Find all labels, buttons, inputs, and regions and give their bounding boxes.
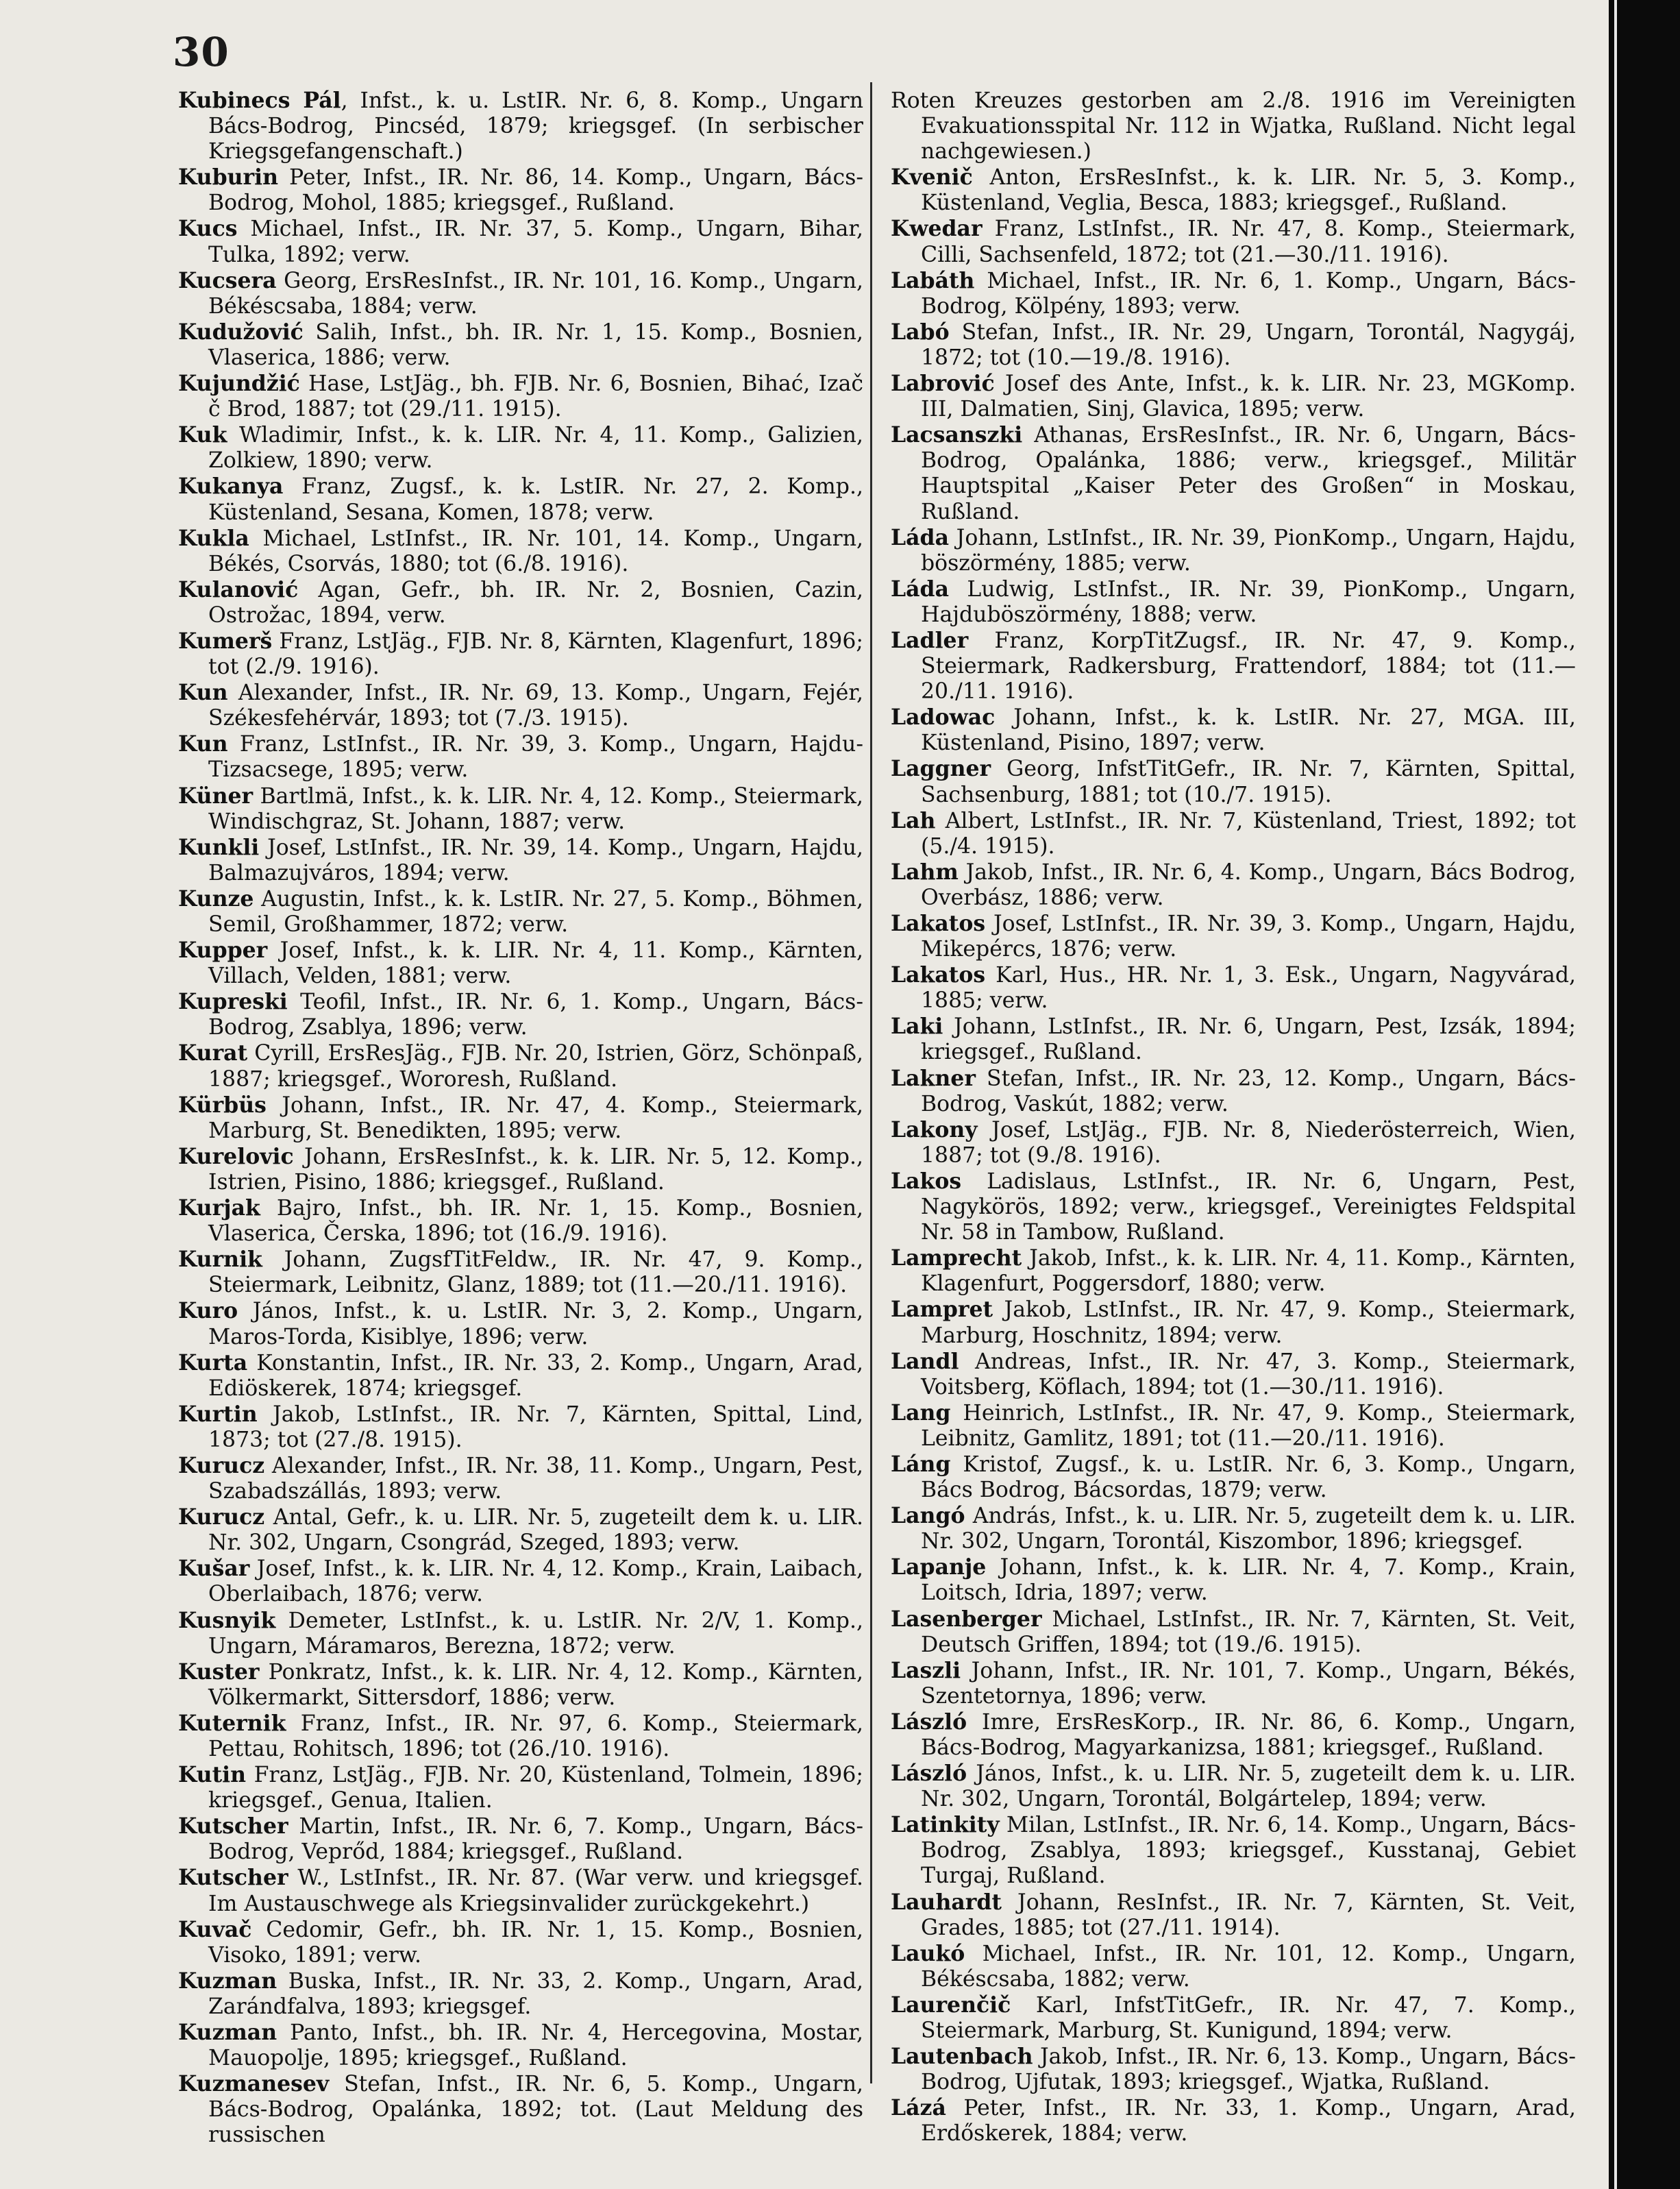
- register-entry: [891, 1554, 1576, 1606]
- entry-surname: Kurnik: [178, 1247, 262, 1273]
- entry-surname: Kvenič: [891, 164, 973, 191]
- entry-surname: Laki: [891, 1014, 943, 1040]
- entry-details: Franz, KorpTitZugsf., IR. Nr. 47, 9. Komp., Steiermark, Radkersburg, Frattendorf, 1884; tot (11.—20./11. 1916).: [921, 628, 1576, 705]
- register-entry: [891, 1066, 1576, 1117]
- entry-details: Wladimir, Infst., k. k. LIR. Nr. 4, 11. Komp., Galizien, Zolkiew, 1890; verw.: [208, 423, 863, 474]
- register-entry: [178, 88, 863, 164]
- register-entry: [178, 2071, 863, 2148]
- entry-details: Cyrill, ErsResJäg., FJB. Nr. 20, Istrien, Görz, Schönpaß, 1887; kriegsgef., Wororesh, Rußland.: [208, 1041, 863, 1092]
- entry-surname: Langó: [891, 1503, 965, 1529]
- register-entry: [891, 859, 1576, 911]
- entry-details: Josef, LstJäg., FJB. Nr. 8, Niederösterreich, Wien, 1887; tot (9./8. 1916).: [921, 1117, 1576, 1168]
- entry-surname: Kukla: [178, 525, 249, 551]
- register-entry: [178, 1402, 863, 1453]
- entry-details: Roten Kreuzes gestorben am 2./8. 1916 im Vereinigten Evakuationsspital Nr. 112 in Wjatka, Rußland. Nicht legal nachgewiesen.): [891, 88, 1576, 164]
- entry-details: Kristof, Zugsf., k. u. LstIR. Nr. 6, 3. Komp., Ungarn, Bács Bodrog, Bácsordas, 1879; verw.: [921, 1452, 1576, 1503]
- register-entry: [178, 1195, 863, 1247]
- entry-surname: Kucs: [178, 216, 238, 242]
- entry-surname: Labó: [891, 319, 950, 345]
- register-entry: [891, 88, 1576, 164]
- column-divider: [870, 82, 872, 2083]
- register-entry: [178, 1144, 863, 1195]
- entry-surname: Kulanović: [178, 576, 299, 602]
- register-entry: [891, 164, 1576, 216]
- entry-details: Georg, InfstTitGefr., IR. Nr. 7, Kärnten, Spittal, Sachsenburg, 1881; tot (10./7. 1915).: [921, 757, 1576, 807]
- entry-surname: Kun: [178, 731, 228, 757]
- entry-surname: Kutscher: [178, 1813, 288, 1839]
- register-entry: [178, 1092, 863, 1144]
- entry-surname: Kurucz: [178, 1504, 265, 1530]
- entry-surname: Lautenbach: [891, 2044, 1033, 2070]
- entry-details: Michael, LstInfst., IR. Nr. 101, 14. Komp., Ungarn, Békés, Csorvás, 1880; tot (6./8. 1916).: [208, 526, 863, 576]
- entry-surname: Lamprecht: [891, 1245, 1022, 1271]
- entry-surname: Kubinecs Pál: [178, 88, 341, 113]
- entry-surname: Kumerš: [178, 628, 273, 654]
- entry-surname: Lampret: [891, 1297, 993, 1323]
- entry-details: Johann, Infst., k. k. LIR. Nr. 4, 7. Komp., Krain, Loitsch, Idria, 1897; verw.: [921, 1555, 1576, 1606]
- page-number: 30: [173, 29, 230, 75]
- register-entry: [891, 422, 1576, 524]
- entry-details: Salih, Infst., bh. IR. Nr. 1, 15. Komp., Bosnien, Vlaserica, 1886; verw.: [208, 319, 863, 370]
- entry-details: Peter, Infst., IR. Nr. 86, 14. Komp., Ungarn, Bács-Bodrog, Mohol, 1885; kriegsgef., Rußland.: [208, 165, 863, 216]
- entry-details: Hase, LstJäg., bh. FJB. Nr. 6, Bosnien, Bihać, Izač č Brod, 1887; tot (29./11. 1915).: [208, 371, 863, 422]
- entry-surname: Latinkity: [891, 1812, 1000, 1838]
- entry-details: Franz, LstJäg., FJB. Nr. 8, Kärnten, Klagenfurt, 1896; tot (2./9. 1916).: [208, 628, 863, 680]
- entry-details: Stefan, Infst., IR. Nr. 6, 5. Komp., Ungarn, Bács-Bodrog, Opalánka, 1892; tot. (Laut Meldung des russischen: [208, 2072, 863, 2148]
- entry-surname: Landl: [891, 1348, 959, 1374]
- entry-details: Teofil, Infst., IR. Nr. 6, 1. Komp., Ungarn, Bács-Bodrog, Zsablya, 1896; verw.: [208, 990, 863, 1040]
- entry-details: Jakob, Infst., IR. Nr. 6, 13. Komp., Ungarn, Bács-Bodrog, Ujfutak, 1893; kriegsgef., Wjatka, Rußland.: [921, 2044, 1576, 2095]
- entry-surname: Lakatos: [891, 962, 986, 988]
- entry-details: Andreas, Infst., IR. Nr. 47, 3. Komp., Steiermark, Voitsberg, Köflach, 1894; tot (1.—30./11. 1916).: [921, 1349, 1576, 1399]
- entry-details: Josef, Infst., k. k. LIR. Nr. 4, 11. Komp., Kärnten, Villach, Velden, 1881; verw.: [208, 938, 863, 989]
- entry-surname: Kuvač: [178, 1916, 252, 1942]
- entry-surname: Kürbüs: [178, 1092, 267, 1118]
- register-entry: [891, 2044, 1576, 2095]
- entry-details: Demeter, LstInfst., k. u. LstIR. Nr. 2/V, 1. Komp., Ungarn, Máramaros, Berezna, 1872; verw.: [208, 1608, 863, 1659]
- register-entry: [891, 576, 1576, 628]
- entry-details: Michael, Infst., IR. Nr. 37, 5. Komp., Ungarn, Bihar, Tulka, 1892; verw.: [208, 217, 863, 267]
- entry-details: Antal, Gefr., k. u. LIR. Nr. 5, zugeteilt dem k. u. LIR. Nr. 302, Ungarn, Csongrád, Szeged, 1893; verw.: [208, 1505, 863, 1556]
- entry-surname: Kusnyik: [178, 1607, 276, 1633]
- entry-details: Alexander, Infst., IR. Nr. 38, 11. Komp., Ungarn, Pest, Szabadszállás, 1893; verw.: [208, 1453, 863, 1504]
- entry-surname: Láda: [891, 524, 949, 550]
- register-entry: [178, 1659, 863, 1711]
- entry-details: Johann, LstInfst., IR. Nr. 39, PionKomp., Ungarn, Hajdu, böszörmény, 1885; verw.: [921, 525, 1576, 576]
- entry-details: Martin, Infst., IR. Nr. 6, 7. Komp., Ungarn, Bács-Bodrog, Veprőd, 1884; kriegsgef., Rußland.: [208, 1814, 863, 1865]
- entry-surname: Lahm: [891, 859, 959, 885]
- entry-details: Michael, LstInfst., IR. Nr. 7, Kärnten, St. Veit, Deutsch Griffen, 1894; tot (19./6. 1915).: [921, 1606, 1576, 1657]
- entry-surname: Láda: [891, 576, 949, 602]
- entry-details: Franz, LstJäg., FJB. Nr. 20, Küstenland, Tolmein, 1896; kriegsgef., Genua, Italien.: [208, 1763, 863, 1813]
- register-entry: [178, 886, 863, 938]
- entry-details: Albert, LstInfst., IR. Nr. 7, Küstenland, Triest, 1892; tot (5./4. 1915).: [921, 808, 1576, 859]
- register-entry: [178, 680, 863, 731]
- register-entry: [178, 1040, 863, 1092]
- register-entry: [891, 1169, 1576, 1245]
- entry-surname: Kuk: [178, 422, 227, 448]
- register-entry: [891, 1761, 1576, 1812]
- register-entry: [891, 216, 1576, 267]
- register-entry: [178, 731, 863, 783]
- register-entry: [891, 1245, 1576, 1297]
- scan-edge-shadow: [1609, 0, 1680, 2189]
- entry-details: Alexander, Infst., IR. Nr. 69, 13. Komp., Ungarn, Fejér, Székesfehérvár, 1893; tot (7./3. 1915).: [208, 681, 863, 731]
- entry-surname: Lakony: [891, 1116, 978, 1142]
- entry-surname: Kuzman: [178, 2020, 277, 2046]
- entry-surname: Lang: [891, 1399, 951, 1426]
- entry-details: Jakob, Infst., IR. Nr. 6, 4. Komp., Ungarn, Bács Bodrog, Overbász, 1886; verw.: [921, 859, 1576, 910]
- entry-details: Stefan, Infst., IR. Nr. 29, Ungarn, Torontál, Nagygáj, 1872; tot (10.—19./8. 1916).: [921, 319, 1576, 370]
- entry-details: , Infst., k. u. LstIR. Nr. 6, 8. Komp., Ungarn Bács-Bodrog, Pincséd, 1879; kriegsgef. (In serbischer Kriegsgefangenschaft.): [208, 88, 863, 164]
- entry-surname: Láng: [891, 1451, 951, 1477]
- entry-surname: Kurjak: [178, 1195, 260, 1221]
- entry-details: Georg, ErsResInfst., IR. Nr. 101, 16. Komp., Ungarn, Békéscsaba, 1884; verw.: [208, 268, 863, 319]
- entry-surname: Kuzmanesev: [178, 2071, 330, 2097]
- entry-surname: Kujundžić: [178, 371, 300, 397]
- entry-details: Ponkratz, Infst., k. k. LIR. Nr. 4, 12. Komp., Kärnten, Völkermarkt, Sittersdorf, 1886; verw.: [208, 1659, 863, 1710]
- entry-surname: Laurenčič: [891, 1992, 1011, 2018]
- register-entry: [891, 319, 1576, 371]
- register-entry: [891, 705, 1576, 756]
- entry-details: Jakob, Infst., k. k. LIR. Nr. 4, 11. Komp., Kärnten, Klagenfurt, Poggersdorf, 1880; verw.: [921, 1246, 1576, 1297]
- entry-surname: Kurelovic: [178, 1143, 294, 1169]
- register-entry: [891, 1503, 1576, 1554]
- entry-details: Jakob, LstInfst., IR. Nr. 47, 9. Komp., Steiermark, Marburg, Hoschnitz, 1894; verw.: [921, 1297, 1576, 1348]
- register-entry: [178, 1298, 863, 1349]
- entry-details: Franz, LstInfst., IR. Nr. 39, 3. Komp., Ungarn, Hajdu-Tizsacsege, 1895; verw.: [208, 732, 863, 783]
- entry-surname: Lakatos: [891, 911, 986, 936]
- entry-details: Konstantin, Infst., IR. Nr. 33, 2. Komp., Ungarn, Arad, Ediöskerek, 1874; kriegsgef.: [208, 1350, 863, 1401]
- entry-surname: Lacsanszki: [891, 422, 1023, 448]
- entry-surname: Kuternik: [178, 1710, 286, 1736]
- register-entry: [178, 628, 863, 680]
- entry-surname: Ladowac: [891, 705, 996, 731]
- entry-details: Ladislaus, LstInfst., IR. Nr. 6, Ungarn, Pest, Nagykörös, 1892; verw., kriegsgef., Vereinigtes Feldspital Nr. 58 in Tambow, Rußland.: [921, 1169, 1576, 1245]
- entry-details: András, Infst., k. u. LIR. Nr. 5, zugeteilt dem k. u. LIR. Nr. 302, Ungarn, Torontál, Kiszombor, 1896; kriegsgef.: [921, 1504, 1576, 1554]
- register-entry: [891, 962, 1576, 1014]
- register-entry: [178, 1762, 863, 1813]
- register-entry: [891, 1014, 1576, 1065]
- register-entry: [178, 1865, 863, 1916]
- register-entry: [891, 1349, 1576, 1400]
- left-column: [178, 88, 863, 2149]
- entry-details: Josef des Ante, Infst., k. k. LIR. Nr. 23, MGKomp. III, Dalmatien, Sinj, Glavica, 1895; verw.: [921, 371, 1576, 422]
- entry-surname: Kurta: [178, 1349, 248, 1375]
- register-entry: [891, 371, 1576, 422]
- entry-surname: Labrović: [891, 371, 995, 397]
- entry-surname: Kunkli: [178, 834, 260, 860]
- entry-details: Jakob, LstInfst., IR. Nr. 7, Kärnten, Spittal, Lind, 1873; tot (27./8. 1915).: [208, 1402, 863, 1452]
- entry-surname: Kukanya: [178, 474, 284, 500]
- entry-surname: Kurtin: [178, 1401, 258, 1427]
- register-entry: [178, 422, 863, 474]
- entry-details: Johann, Infst., IR. Nr. 101, 7. Komp., Ungarn, Békés, Szentetornya, 1896; verw.: [921, 1658, 1576, 1709]
- register-entry: [178, 474, 863, 525]
- register-entry: [891, 1941, 1576, 1992]
- right-column: [891, 88, 1576, 2147]
- entry-surname: Kurat: [178, 1040, 248, 1066]
- entry-surname: Kucsera: [178, 267, 277, 293]
- register-entry: [178, 1556, 863, 1607]
- register-entry: [891, 808, 1576, 859]
- register-entry: [178, 1453, 863, 1504]
- register-entry: [891, 1400, 1576, 1452]
- register-entry: [178, 1247, 863, 1298]
- register-entry: [178, 938, 863, 989]
- register-entry: [891, 1297, 1576, 1348]
- entry-details: Athanas, ErsResInfst., IR. Nr. 6, Ungarn, Bács-Bodrog, Opalánka, 1886; verw., kriegsgef., Militär Hauptspital „Kaiser Peter des Großen“ in Moskau, Rußland.: [921, 423, 1576, 524]
- entry-surname: Kuzman: [178, 1968, 277, 1994]
- entry-details: Johann, ResInfst., IR. Nr. 7, Kärnten, St. Veit, Grades, 1885; tot (27./11. 1914).: [921, 1890, 1576, 1940]
- entry-surname: Laszli: [891, 1657, 961, 1683]
- scan-edge-line: [1614, 0, 1617, 2189]
- entry-surname: Kutin: [178, 1762, 247, 1788]
- entry-details: Imre, ErsResKorp., IR. Nr. 86, 6. Komp., Ungarn, Bács-Bodrog, Magyarkanizsa, 1881; kriegsgef., Rußland.: [921, 1709, 1576, 1760]
- entry-details: Josef, Infst., k. k. LIR. Nr. 4, 12. Komp., Krain, Laibach, Oberlaibach, 1876; verw.: [208, 1556, 863, 1607]
- entry-details: Johann, LstInfst., IR. Nr. 6, Ungarn, Pest, Izsák, 1894; kriegsgef., Rußland.: [921, 1014, 1576, 1065]
- entry-surname: Laukó: [891, 1940, 965, 1966]
- register-entry: [178, 989, 863, 1040]
- entry-surname: Kurucz: [178, 1452, 265, 1478]
- entry-details: Karl, InfstTitGefr., IR. Nr. 47, 7. Komp., Steiermark, Marburg, St. Kunigund, 1894; verw.: [921, 1992, 1576, 2044]
- register-entry: [891, 1890, 1576, 1941]
- register-entry: [178, 1608, 863, 1659]
- register-entry: [891, 628, 1576, 705]
- entry-details: Peter, Infst., IR. Nr. 33, 1. Komp., Ungarn, Arad, Erdőskerek, 1884; verw.: [921, 2096, 1576, 2147]
- entry-details: Bartlmä, Infst., k. k. LIR. Nr. 4, 12. Komp., Steiermark, Windischgraz, St. Johann, 1887; verw.: [208, 783, 863, 834]
- entry-details: Karl, Hus., HR. Nr. 1, 3. Esk., Ungarn, Nagyvárad, 1885; verw.: [921, 963, 1576, 1014]
- entry-details: Johann, ZugsfTitFeldw., IR. Nr. 47, 9. Komp., Steiermark, Leibnitz, Glanz, 1889; tot (11.—20./11. 1916).: [208, 1247, 863, 1298]
- entry-surname: Kuro: [178, 1298, 238, 1324]
- entry-surname: Lakner: [891, 1065, 976, 1091]
- entry-details: Heinrich, LstInfst., IR. Nr. 47, 9. Komp., Steiermark, Leibnitz, Gamlitz, 1891; tot (11.—20./11. 1916).: [921, 1400, 1576, 1451]
- entry-surname: Kutscher: [178, 1865, 288, 1891]
- entry-surname: Kuburin: [178, 164, 278, 191]
- entry-surname: Lázá: [891, 2095, 946, 2121]
- entry-details: Agan, Gefr., bh. IR. Nr. 2, Bosnien, Cazin, Ostrožac, 1894, verw.: [208, 577, 863, 628]
- entry-details: Johann, ErsResInfst., k. k. LIR. Nr. 5, 12. Komp., Istrien, Pisino, 1886; kriegsgef., Rußland.: [208, 1144, 863, 1195]
- entry-surname: Lah: [891, 807, 936, 833]
- register-entry: [178, 1917, 863, 1968]
- register-entry: [178, 1350, 863, 1402]
- register-entry: [891, 911, 1576, 962]
- entry-details: Franz, Zugsf., k. k. LstIR. Nr. 27, 2. Komp., Küstenland, Sesana, Komen, 1878; verw.: [208, 474, 863, 525]
- entry-surname: Labáth: [891, 267, 975, 293]
- register-entry: [891, 1992, 1576, 2044]
- register-entry: [178, 164, 863, 216]
- entry-details: Josef, LstInfst., IR. Nr. 39, 14. Komp., Ungarn, Hajdu, Balmazujváros, 1894; verw.: [208, 835, 863, 885]
- entry-details: Johann, Infst., IR. Nr. 47, 4. Komp., Steiermark, Marburg, St. Benedikten, 1895; verw.: [208, 1092, 863, 1143]
- register-entry: [178, 319, 863, 371]
- entry-surname: Kunze: [178, 885, 254, 912]
- entry-details: Ludwig, LstInfst., IR. Nr. 39, PionKomp., Ungarn, Hajduböszörmény, 1888; verw.: [921, 576, 1576, 627]
- entry-surname: Kupper: [178, 938, 268, 964]
- register-entry: [178, 783, 863, 835]
- entry-surname: Kušar: [178, 1556, 250, 1582]
- entry-surname: Kupreski: [178, 989, 288, 1015]
- entry-details: Buska, Infst., IR. Nr. 33, 2. Komp., Ungarn, Arad, Zarándfalva, 1893; kriegsgef.: [208, 1968, 863, 2019]
- register-entry: [891, 756, 1576, 807]
- entry-surname: Lakos: [891, 1168, 962, 1194]
- register-entry: [891, 1709, 1576, 1761]
- register-entry: [178, 1711, 863, 1762]
- entry-details: Augustin, Infst., k. k. LstIR. Nr. 27, 5. Komp., Böhmen, Semil, Großhammer, 1872; verw.: [208, 886, 863, 937]
- register-entry: [178, 526, 863, 577]
- entry-details: János, Infst., k. u. LstIR. Nr. 3, 2. Komp., Ungarn, Maros-Torda, Kisiblye, 1896; verw.: [208, 1299, 863, 1349]
- entry-surname: Ladler: [891, 627, 969, 653]
- register-entry: [178, 835, 863, 886]
- entry-details: János, Infst., k. u. LIR. Nr. 5, zugeteilt dem k. u. LIR. Nr. 302, Ungarn, Torontál, Bolgártelep, 1894; verw.: [921, 1761, 1576, 1812]
- entry-details: Josef, LstInfst., IR. Nr. 39, 3. Komp., Ungarn, Hajdu, Mikepércs, 1876; verw.: [921, 912, 1576, 962]
- entry-details: Panto, Infst., bh. IR. Nr. 4, Hercegovina, Mostar, Mauopolje, 1895; kriegsgef., Rußland.: [208, 2020, 863, 2071]
- entry-surname: Küner: [178, 783, 254, 809]
- entry-surname: Kudužović: [178, 319, 304, 345]
- entry-surname: Lapanje: [891, 1554, 987, 1580]
- entry-surname: Kwedar: [891, 216, 983, 242]
- register-entry: [891, 268, 1576, 319]
- entry-details: Cedomir, Gefr., bh. IR. Nr. 1, 15. Komp., Bosnien, Visoko, 1891; verw.: [208, 1917, 863, 1968]
- entry-surname: Lauhardt: [891, 1889, 1002, 1915]
- register-entry: [178, 2020, 863, 2071]
- register-entry: [891, 2095, 1576, 2147]
- entry-details: Johann, Infst., k. k. LstIR. Nr. 27, MGA. III, Küstenland, Pisino, 1897; verw.: [921, 705, 1576, 756]
- entry-surname: Kuster: [178, 1659, 260, 1685]
- entry-details: Michael, Infst., IR. Nr. 101, 12. Komp., Ungarn, Békéscsaba, 1882; verw.: [921, 1941, 1576, 1992]
- register-entry: [891, 1606, 1576, 1658]
- entry-surname: Laggner: [891, 756, 991, 782]
- entry-details: Franz, LstInfst., IR. Nr. 47, 8. Komp., Steiermark, Cilli, Sachsenfeld, 1872; tot (21.—30./11. 1916).: [921, 217, 1576, 267]
- register-entry: [891, 1452, 1576, 1503]
- entry-details: Milan, LstInfst., IR. Nr. 6, 14. Komp., Ungarn, Bács-Bodrog, Zsablya, 1893; kriegsgef., Kusstanaj, Gebiet Turgaj, Rußland.: [921, 1813, 1576, 1889]
- entry-details: Michael, Infst., IR. Nr. 6, 1. Komp., Ungarn, Bács-Bodrog, Kölpény, 1893; verw.: [921, 268, 1576, 319]
- register-entry: [891, 1812, 1576, 1889]
- register-entry: [891, 525, 1576, 576]
- entry-details: Bajro, Infst., bh. IR. Nr. 1, 15. Komp., Bosnien, Vlaserica, Čerska, 1896; tot (16./9. 1916).: [208, 1196, 863, 1247]
- register-entry: [178, 268, 863, 319]
- entry-details: Stefan, Infst., IR. Nr. 23, 12. Komp., Ungarn, Bács-Bodrog, Vaskút, 1882; verw.: [921, 1066, 1576, 1116]
- entry-details: Franz, Infst., IR. Nr. 97, 6. Komp., Steiermark, Pettau, Rohitsch, 1896; tot (26./10. 1916).: [208, 1711, 863, 1761]
- register-entry: [178, 216, 863, 267]
- register-entry: [178, 577, 863, 628]
- register-entry: [178, 1813, 863, 1865]
- register-entry: [178, 1504, 863, 1556]
- register-entry: [891, 1117, 1576, 1169]
- entry-surname: Lasenberger: [891, 1606, 1042, 1632]
- entry-details: W., LstInfst., IR. Nr. 87. (War verw. und kriegsgef. Im Austauschwege als Kriegsinvalider zurückgekehrt.): [208, 1866, 863, 1916]
- entry-surname: László: [891, 1709, 967, 1735]
- entry-surname: László: [891, 1761, 967, 1787]
- register-entry: [891, 1658, 1576, 1709]
- register-entry: [178, 371, 863, 422]
- register-entry: [178, 1968, 863, 2020]
- entry-surname: Kun: [178, 680, 228, 706]
- entry-details: Anton, ErsResInfst., k. k. LIR. Nr. 5, 3. Komp., Küstenland, Veglia, Besca, 1883; kriegsgef., Rußland.: [921, 165, 1576, 216]
